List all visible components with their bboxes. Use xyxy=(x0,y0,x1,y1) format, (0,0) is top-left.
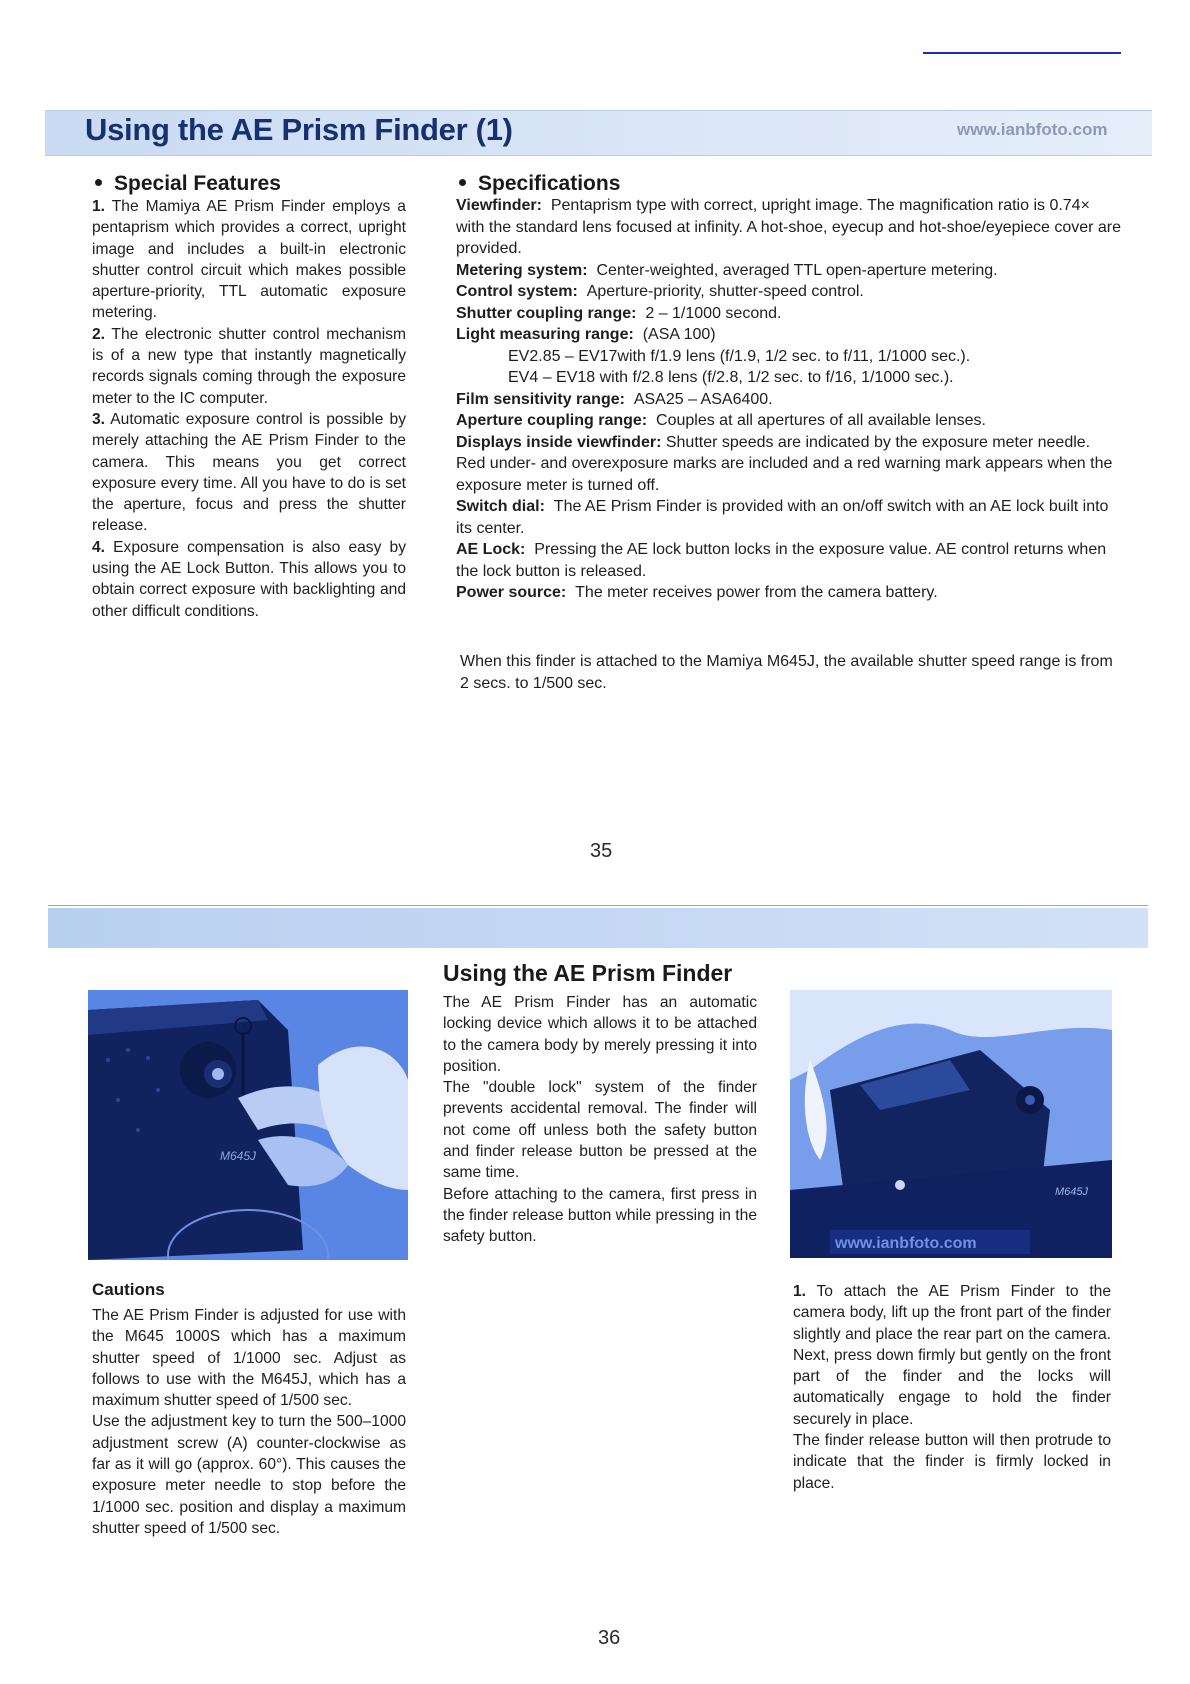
step-1-paragraph: 1. To attach the AE Prism Finder to the camera body, lift up the front part of the finder slightly and place the rear part on the camera. Next, press down firmly but gently on the front part of the finder and the locks will automatically engage to hold the finder securely in place. xyxy=(793,1283,1111,1428)
page-title: Using the AE Prism Finder (1) xyxy=(85,112,513,147)
cautions-text xyxy=(92,1305,406,1539)
header-band-36 xyxy=(48,908,1148,948)
spec-light-measuring: Light measuring range: (ASA 100) EV2.85 – EV17with f/1.9 lens (f/1.9, 1/2 sec. to f/11, 1/1000 sec.). EV4 – EV18 with f/2.8 lens (f/2.8, 1/2 sec. to f/16, 1/1000 sec.). xyxy=(456,326,971,386)
spec-metering: Metering system: Center-weighted, averaged TTL open-aperture metering. xyxy=(456,261,998,279)
spec-power-source: Power source: The meter receives power from the camera battery. xyxy=(456,584,938,601)
intro-paragraph: Before attaching to the camera, first press in the finder release button while pressing in the safety button. xyxy=(443,1185,757,1246)
specifications-list xyxy=(456,195,1121,604)
spec-switch-dial: Switch dial: The AE Prism Finder is provided with an on/off switch with an AE lock built into its center. xyxy=(456,498,1109,537)
top-rule xyxy=(923,52,1121,54)
spec-viewfinder: Viewfinder: Pentaprism type with correct, upright image. The magnification ratio is 0.74× with the standard lens focused at infinity. A hot-shoe, eyecup and hot-shoe/eyepiece cover are provided. xyxy=(456,197,1122,257)
camera-side-illustration xyxy=(88,990,408,1260)
step-1-paragraph-2: The finder release button will then protrude to indicate that the finder is firmly locked in place. xyxy=(793,1432,1111,1492)
camera-top-illustration xyxy=(790,990,1112,1258)
cautions-paragraph: The AE Prism Finder is adjusted for use with the M645 1000S which has a maximum shutter speed of 1/1000 sec. Adjust as follows to use with the M645J, which has a maximum shutter speed of 1/500 sec. xyxy=(92,1307,406,1410)
bullet-icon xyxy=(459,179,466,186)
m645j-note: When this finder is attached to the Mamiya M645J, the available shutter speed range is from 2 secs. to 1/500 sec. xyxy=(460,653,1113,692)
svg-text:M645J: M645J xyxy=(1055,1186,1089,1198)
feature-item: 1. The Mamiya AE Prism Finder employs a pentaprism which provides a correct, upright image and includes a built-in electronic shutter control circuit which makes possible aperture-priority, TTL automatic exposure metering. xyxy=(92,198,406,322)
special-features-heading: Special Features xyxy=(92,172,281,196)
feature-item: 4. Exposure compensation is also easy by using the AE Lock Button. This allows you to obtain correct exposure with backlighting and other difficult conditions. xyxy=(92,538,406,620)
page-divider xyxy=(48,905,1148,906)
section-heading-36: Using the AE Prism Finder xyxy=(443,960,733,986)
spec-displays: Displays inside viewfinder: Shutter speeds are indicated by the exposure meter needle. Red under- and overexposure marks are included and a red warning mark appears when the exposure meter is turned off. xyxy=(456,433,1113,494)
specifications-heading: Specifications xyxy=(456,172,620,196)
cautions-paragraph: Use the adjustment key to turn the 500–1000 adjustment screw (A) counter-clockwise as far as it will go (approx. 60°). This causes the exposure meter needle to stop before the 1/1000 sec. position and display a maximum shutter speed of 1/500 sec. xyxy=(92,1413,406,1537)
photo-finder-release xyxy=(88,990,408,1260)
feature-item: 3. Automatic exposure control is possible by merely attaching the AE Prism Finder to the camera. This means you get correct exposure every time. All you have to do is set the aperture, focus and press the shutter release. xyxy=(92,410,406,535)
site-url[interactable]: www.ianbfoto.com xyxy=(957,120,1108,139)
cautions-heading: Cautions xyxy=(92,1280,165,1299)
spec-ae-lock: AE Lock: Pressing the AE lock button locks in the exposure value. AE control returns when the lock button is released. xyxy=(456,541,1107,580)
spec-film-sensitivity: Film sensitivity range: ASA25 – ASA6400. xyxy=(456,390,773,408)
intro-paragraph: The "double lock" system of the finder prevents accidental removal. The finder will not come off unless both the safety button and finder release button be pressed at the same time. xyxy=(443,1079,757,1182)
svg-text:M645J: M645J xyxy=(220,1149,257,1163)
watermark-text: www.ianbfoto.com xyxy=(835,1235,977,1252)
svg-text:Ⓐ: Ⓐ xyxy=(239,1022,249,1033)
intro-paragraph: The AE Prism Finder has an automatic locking device which allows it to be attached to the camera body by merely pressing it into position. xyxy=(443,994,757,1075)
step-1-text xyxy=(793,1281,1111,1494)
photo-attach-finder xyxy=(790,990,1112,1258)
spec-aperture-coupling: Aperture coupling range: Couples at all apertures of all available lenses. xyxy=(456,412,986,429)
page-number-35: 35 xyxy=(590,840,613,862)
page-number-36: 36 xyxy=(598,1627,621,1649)
bullet-icon xyxy=(95,179,102,186)
feature-item: 2. The electronic shutter control mechanism is of a new type that instantly magnetically records signals coming through the exposure meter to the IC computer. xyxy=(92,325,406,407)
special-features-list xyxy=(92,196,406,622)
intro-text xyxy=(443,992,757,1248)
spec-control: Control system: Aperture-priority, shutter-speed control. xyxy=(456,283,864,300)
spec-shutter-coupling: Shutter coupling range: 2 – 1/1000 second. xyxy=(456,304,782,322)
